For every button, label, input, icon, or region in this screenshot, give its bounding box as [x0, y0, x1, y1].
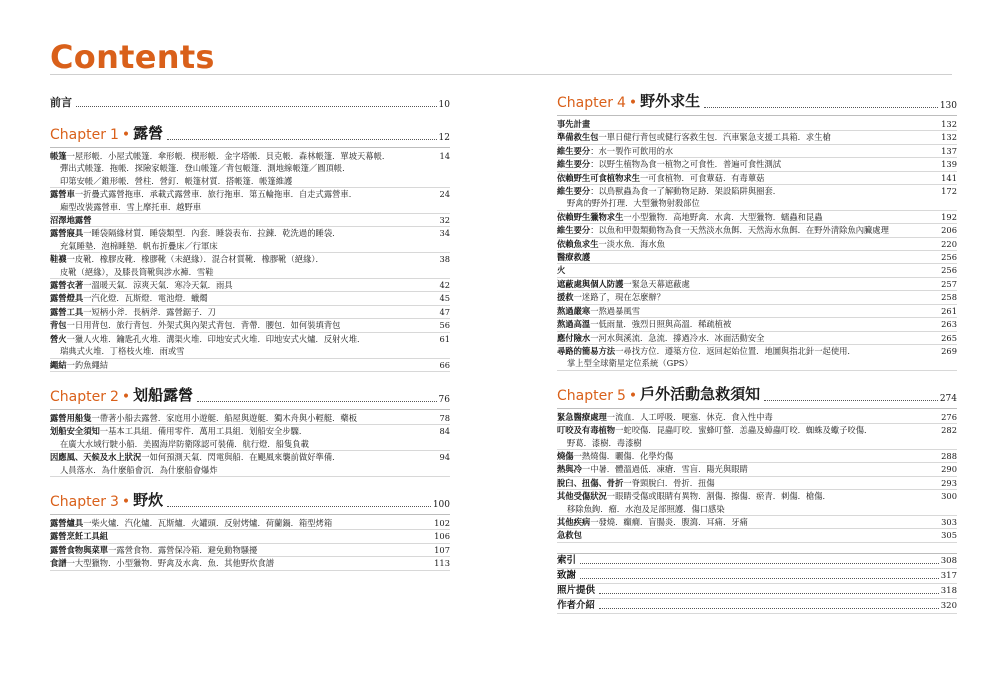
page-title: Contents	[50, 38, 215, 76]
toc-entry-continuation: 野禽的野外打理．大型獵物射殺部位	[567, 198, 700, 209]
chapter-page-number: 12	[438, 133, 450, 143]
toc-entry-text	[557, 278, 927, 290]
toc-entry[interactable]	[50, 279, 450, 292]
toc-entry-topics: 一熬過暴風雪	[590, 305, 640, 316]
toc-entry-text	[557, 291, 927, 303]
toc-entry-topics: 一發燒．癲癇．盲腸炎．腹瀉．耳痛．牙痛	[590, 516, 748, 527]
toc-entry-heading: 依賴魚求生	[557, 238, 599, 249]
toc-entry-text	[557, 185, 927, 210]
toc-entry-heading: 維生要分	[557, 225, 591, 236]
toc-entry-heading: 應付險水	[557, 332, 591, 343]
toc-entry-text	[50, 227, 420, 252]
toc-entry-text	[557, 238, 927, 250]
chapter-number: 4	[616, 95, 626, 111]
back-matter-label: 作者介紹	[557, 599, 596, 611]
toc-page-number: 290	[941, 464, 957, 475]
toc-entry-text	[557, 345, 927, 370]
toc-entry[interactable]	[557, 516, 957, 529]
toc-entry-continuation: 掌上型全球衛星定位系統（GPS）	[567, 358, 693, 369]
toc-entry-text	[557, 450, 927, 462]
toc-entry-heading: 維生要分	[557, 159, 591, 170]
chapter-heading-4[interactable]	[557, 90, 957, 111]
toc-entry[interactable]	[557, 305, 957, 318]
toc-entry-topics: 一獵人火堆．鑰匙孔火堆．溝渠火堆．印地安式火堆．印地安式火爐．反射火堆．	[66, 333, 366, 344]
chapter-heading-1[interactable]	[50, 122, 450, 143]
chapter-entries	[557, 408, 957, 543]
toc-entry[interactable]	[557, 278, 957, 291]
toc-entry[interactable]	[557, 251, 957, 264]
toc-page-number: 132	[941, 132, 957, 143]
toc-page-number: 137	[941, 145, 957, 156]
toc-page-number: 257	[941, 278, 957, 289]
toc-entry[interactable]	[50, 188, 450, 214]
toc-entry-text	[557, 118, 927, 130]
toc-page-number: 32	[439, 215, 450, 226]
toc-entry-text	[50, 292, 420, 304]
toc-entry[interactable]	[557, 264, 957, 277]
toc-entry-text	[557, 158, 927, 170]
chapter-title: 戶外活動急救須知	[640, 384, 761, 403]
toc-label: 前言	[50, 96, 72, 109]
back-matter-entry[interactable]	[557, 569, 957, 584]
toc-page-number: 10	[438, 100, 450, 110]
toc-entry-text	[557, 211, 927, 223]
toc-entry[interactable]	[557, 463, 957, 476]
toc-entry[interactable]	[557, 211, 957, 224]
toc-entry[interactable]	[557, 185, 957, 211]
chapter-heading-5[interactable]	[557, 383, 957, 404]
toc-page-number: 303	[941, 516, 957, 527]
toc-entry-text	[557, 516, 927, 528]
toc-entry-text	[557, 251, 927, 263]
toc-entry-heading: 露營食物與菜單	[50, 544, 109, 555]
toc-entry-heading: 露營用船隻	[50, 412, 92, 423]
toc-entry-topics: 一睡袋隔緣材質．睡袋類型．內套．睡袋表布．拉鍊．乾洗過的睡袋．	[83, 228, 341, 239]
toc-page-number: 263	[941, 319, 957, 330]
toc-entry[interactable]	[557, 131, 957, 144]
toc-entry-heading: 脫臼、扭傷、骨折	[557, 477, 624, 488]
toc-entry-text	[50, 425, 420, 450]
toc-entry[interactable]	[50, 451, 450, 477]
toc-entry[interactable]	[50, 412, 450, 425]
toc-entry-text	[50, 544, 420, 556]
toc-entry-topics: 一河水與溪流．急流．撐過冷水．冰面活動安全	[590, 332, 765, 343]
toc-page-number: 220	[941, 238, 957, 249]
toc-entry-topics: 一低雨量．強烈日照與高溫．稀疏植被	[590, 319, 732, 330]
toc-entry-topics: 一帶著小船去露營．家庭用小遊艇．船屋與遊艇．獨木舟與小輕艇．藥板	[91, 412, 358, 423]
toc-entry-heading: 其他疾病	[557, 516, 591, 527]
back-matter-label: 索引	[557, 554, 577, 566]
right-chapter-list	[557, 90, 957, 543]
chapter-separator-dot: •	[628, 387, 638, 404]
toc-entry-text	[50, 188, 420, 213]
chapter-page-number: 100	[432, 499, 450, 510]
left-column	[50, 90, 450, 571]
toc-entry-heading: 帳篷	[50, 151, 67, 161]
toc-page-number: 141	[941, 172, 957, 183]
toc-entry-heading: 露營工具	[50, 306, 84, 317]
toc-page-number: 305	[941, 530, 957, 541]
toc-entry-text	[557, 477, 927, 489]
toc-entry-continuation: 印第安帳／錐形帳．營柱．營釘．帳篷材質．搭帳篷．帳篷維護	[60, 175, 293, 186]
toc-page-number: 106	[434, 531, 450, 542]
toc-entry-topics: 一緊急天幕遮蔽處	[623, 278, 690, 289]
toc-entry[interactable]	[557, 490, 957, 516]
toc-entry[interactable]	[50, 333, 450, 359]
chapter-page-number: 76	[438, 394, 450, 405]
toc-page-number: 107	[434, 544, 450, 555]
toc-entry-heading: 食譜	[50, 558, 67, 569]
chapter-title: 野炊	[133, 490, 164, 509]
dot-leader	[580, 563, 939, 564]
toc-page-number: 282	[941, 425, 957, 436]
toc-page-number: 34	[439, 228, 450, 239]
back-matter-label: 致謝	[557, 569, 577, 581]
toc-page-number: 293	[941, 477, 957, 488]
toc-entry-topics: 一熱燒傷．曬傷．化學灼傷	[573, 450, 674, 461]
toc-entry[interactable]	[557, 345, 957, 371]
toc-page-number: 56	[439, 320, 450, 331]
toc-entry-heading: 露營烹飪工具組	[50, 531, 109, 542]
chapter-title: 露營	[133, 124, 164, 142]
toc-entry-topics: 一小型獵物．高地野禽．水禽．大型獵物．蠕蟲和昆蟲	[623, 211, 823, 222]
toc-entry-text	[557, 264, 927, 276]
toc-entry-continuation: 人員落水．為什麼船會沉．為什麼船會爆炸	[60, 464, 218, 475]
toc-entry-topics: 一如何預測天氣．閃電與船．在颶風來襲前做好準備．	[141, 452, 341, 463]
toc-entry-text	[50, 412, 420, 424]
toc-entry[interactable]	[557, 158, 957, 171]
toc-entry-text	[557, 424, 927, 449]
toc-entry-text	[557, 490, 927, 515]
toc-row-preface[interactable]	[50, 94, 450, 110]
toc-page-number: 206	[941, 225, 957, 236]
toc-entry-topics: 一露營食物．露營保冷箱．避免動物騷擾	[108, 544, 258, 555]
toc-entry-text	[50, 517, 420, 529]
toc-entry-topics: 一日用背包．旅行背包．外架式與內架式背包．背帶．腰包．如何裝填背包	[66, 320, 341, 331]
toc-entry[interactable]	[557, 291, 957, 304]
toc-entry-heading: 鞋襪	[50, 254, 67, 265]
toc-entry-heading: 露營寢具	[50, 228, 84, 239]
toc-entry-text	[50, 530, 420, 542]
toc-entry-topics: 一折疊式露營拖車．承載式露營車．旅行拖車．第五輪拖車．自走式露營車．	[74, 189, 358, 200]
chapter-separator-dot: •	[628, 95, 638, 111]
toc-entry-topics: 一中暑．體溫過低．凍瘡．雪盲．陽光與眼睛	[581, 464, 748, 475]
toc-entry-heading: 露營衣著	[50, 280, 84, 291]
toc-page-number: 78	[439, 412, 450, 423]
toc-entry-continuation: 彈出式帳篷．拖帳．探險家帳篷．登山帳篷／背包帳篷．測地線帳篷／圓頂帳．	[60, 163, 351, 174]
toc-entry-topics: 一屋形帳．小屋式帳篷．傘形帳．楔形帳．金字塔帳．貝克帳．森林帳篷．單坡天幕帳．	[66, 151, 391, 161]
toc-entry-heading: 急救包	[557, 530, 582, 541]
toc-entry-text	[50, 279, 420, 291]
chapter-title: 野外求生	[640, 92, 701, 110]
dot-leader	[704, 107, 938, 108]
toc-page-number: 45	[439, 293, 450, 304]
toc-entry-heading: 援救	[557, 292, 574, 303]
chapter-page-number: 274	[939, 393, 957, 404]
toc-entry[interactable]	[557, 318, 957, 331]
toc-entry-text	[50, 150, 420, 187]
toc-entry-heading: 露營爐具	[50, 517, 84, 528]
toc-entry-heading: 熱與冷	[557, 464, 582, 475]
toc-entry-text	[557, 305, 927, 317]
toc-entry-text	[557, 463, 927, 475]
toc-entry-heading: 準備救生包	[557, 132, 599, 143]
toc-entry-heading: 繩結	[50, 359, 67, 370]
dot-leader	[76, 106, 437, 107]
toc-entry-topics: 一蛇咬傷．昆蟲叮咬．蜜蜂叮螫．恙蟲及蟑蟲叮咬．蜘蛛及蠍子咬傷．	[615, 425, 873, 436]
toc-entry[interactable]	[557, 145, 957, 158]
chapter-title: 划船露營	[133, 385, 194, 404]
chapter-entries	[557, 115, 957, 371]
toc-entry-topics: 一流血．人工呼吸．哽塞．休克．食入性中毒	[606, 411, 773, 422]
toc-entry-topics: 一汽化燈．瓦斯燈．電池燈．蠟燭	[83, 293, 208, 304]
back-matter-label: 照片提供	[557, 584, 596, 596]
toc-entry-text	[557, 145, 927, 157]
toc-entry-text	[50, 451, 420, 476]
toc-page-number: 42	[439, 280, 450, 291]
dot-leader	[167, 139, 436, 140]
toc-page-number: 318	[940, 585, 957, 596]
dot-leader	[599, 593, 939, 594]
toc-entry[interactable]	[557, 332, 957, 345]
toc-page-number: 61	[439, 333, 450, 344]
toc-entry[interactable]	[50, 227, 450, 253]
toc-entry[interactable]	[557, 529, 957, 542]
toc-entry[interactable]	[50, 292, 450, 305]
toc-entry-topics: ：以鳥獸蟲為食一了解動物足跡．架設陷阱與圈套．	[590, 186, 782, 197]
dot-leader	[167, 506, 431, 507]
chapter-number: 1	[109, 127, 119, 143]
toc-entry[interactable]	[50, 425, 450, 451]
toc-page-number: 308	[940, 555, 957, 566]
toc-entry-heading: 燒傷	[557, 450, 574, 461]
toc-page-number: 317	[940, 570, 957, 581]
toc-page-number: 300	[941, 491, 957, 502]
toc-entry[interactable]	[557, 224, 957, 237]
toc-entry-heading: 背包	[50, 320, 67, 331]
chapter-entries	[50, 514, 450, 571]
toc-entry-heading: 緊急醫療處理	[557, 411, 607, 422]
toc-page-number: 24	[439, 189, 450, 200]
back-matter-list	[557, 554, 957, 614]
toc-entry[interactable]	[557, 118, 957, 131]
toc-page-number: 38	[439, 254, 450, 265]
chapter-label: Chapter	[50, 493, 106, 510]
toc-entry[interactable]	[50, 253, 450, 279]
toc-entry[interactable]	[50, 530, 450, 543]
left-chapter-list	[50, 122, 450, 571]
toc-entry-heading: 依賴野生獵物求生	[557, 211, 624, 222]
toc-entry-heading: 划船安全須知	[50, 426, 100, 437]
toc-entry-continuation: 移除魚鉤．瘤．水泡及足部照護．傷口感染	[567, 503, 725, 514]
toc-page-number: 102	[434, 517, 450, 528]
toc-entry-topics: 一釣魚繩結	[66, 359, 109, 370]
toc-page-number: 256	[941, 252, 957, 263]
toc-entry-text	[50, 319, 420, 331]
toc-entry-heading: 露營車	[50, 189, 75, 200]
toc-entry[interactable]	[557, 450, 957, 463]
toc-entry[interactable]	[50, 306, 450, 319]
toc-entry[interactable]	[50, 517, 450, 530]
chapter-number: 2	[109, 388, 119, 405]
chapter-label: Chapter	[50, 127, 106, 143]
toc-entry-continuation: 廂型改裝露營車．雪上摩托車．越野車	[60, 201, 202, 212]
toc-entry[interactable]	[557, 477, 957, 490]
toc-entry-topics: 一可食植物．可食蕈菇．有毒蕈菇	[639, 172, 765, 183]
dot-leader	[599, 608, 939, 609]
chapter-separator-dot: •	[121, 127, 131, 143]
toc-entry-heading: 營火	[50, 333, 67, 344]
toc-entry-text	[50, 306, 420, 318]
toc-entry-heading: 因應風、天候及水上狀況	[50, 452, 142, 463]
toc-entry[interactable]	[50, 544, 450, 557]
toc-entry-text	[50, 333, 420, 358]
toc-page-number: 94	[439, 452, 450, 463]
toc-entry-topics: 一溫暖天氣．涼爽天氣．寒冷天氣．雨具	[83, 280, 233, 291]
toc-entry-topics: 一大型獵物．小型獵物．野禽及水禽．魚．其他野炊食譜	[66, 558, 275, 569]
toc-entry[interactable]	[50, 557, 450, 570]
toc-entry-text	[557, 172, 927, 184]
toc-entry-continuation: 在廣大水域行駛小船．美國海岸防衛隊認可裝備．航行燈．船隻負載	[60, 438, 309, 449]
chapter-heading-3[interactable]	[50, 489, 450, 510]
chapter-separator-dot: •	[121, 388, 131, 405]
back-matter-entry[interactable]	[557, 584, 957, 599]
toc-entry-text	[557, 529, 927, 541]
toc-entry[interactable]	[50, 150, 450, 188]
toc-entry-heading: 熬過嚴寒	[557, 305, 591, 316]
toc-entry-text	[557, 224, 927, 236]
toc-page-number: 113	[434, 558, 450, 569]
toc-entry-topics: 一短柄小斧．長柄斧．露營鋸子．刀	[83, 306, 216, 317]
toc-page-number: 192	[941, 211, 957, 222]
toc-entry-topics: 一眼睛受傷或眼睛有異物．割傷．擦傷．瘀青．刺傷．槍傷．	[606, 491, 831, 502]
dot-leader	[197, 401, 436, 402]
chapter-separator-dot: •	[121, 493, 131, 510]
toc-page-number: 258	[941, 292, 957, 303]
toc-entry-text	[50, 214, 420, 226]
toc-entry-heading: 維生要分	[557, 145, 591, 156]
toc-entry-text	[557, 332, 927, 344]
toc-page-number: 172	[941, 186, 957, 197]
toc-entry-topics: 一淡水魚．海水魚	[598, 238, 665, 249]
chapter-entries	[50, 409, 450, 477]
toc-entry[interactable]	[50, 214, 450, 227]
toc-page-number: 320	[940, 600, 957, 611]
toc-entry-text	[50, 359, 420, 371]
toc-page-number: 14	[439, 151, 450, 161]
toc-page-number: 261	[941, 305, 957, 316]
toc-entry[interactable]	[557, 411, 957, 424]
toc-entry-topics: 一迷路了，現在怎麼辦？	[573, 292, 665, 303]
dot-leader	[580, 578, 939, 579]
toc-entry-topics: 一脊頸脫臼．骨折．扭傷	[623, 477, 715, 488]
toc-entry-topics: 一單日健行背包或健行客救生包．汽車緊急支援工具箱．求生槍	[598, 132, 831, 143]
toc-entry-text	[50, 253, 420, 278]
toc-entry-continuation: 野葛．漆樹．毒漆樹	[567, 437, 642, 448]
toc-entry-text	[557, 318, 927, 330]
toc-entry-topics: 一尋找方位．遵築方位．返回起始位置．地圖與指北針一起使用．	[615, 345, 856, 356]
chapter-heading-2[interactable]	[50, 384, 450, 405]
toc-entry-continuation: 充氣睡墊．泡棉睡墊．帆布折疊床／行軍床	[60, 240, 218, 251]
toc-entry-heading: 火	[557, 265, 566, 276]
toc-entry-heading: 其他受傷狀況	[557, 491, 607, 502]
toc-page-number: 139	[941, 159, 957, 170]
dot-leader	[764, 400, 938, 401]
toc-entry-text	[50, 557, 420, 569]
toc-entry-text	[557, 411, 927, 423]
chapter-label: Chapter	[557, 387, 613, 404]
toc-entry-heading: 依賴野生可食植物求生	[557, 172, 640, 183]
toc-entry-topics: ：以魚和甲殼類動物為食一天然淡水魚餌．天然海水魚餌．在野外清除魚內臟處理	[590, 225, 889, 236]
chapter-label: Chapter	[50, 388, 106, 405]
toc-entry[interactable]	[50, 319, 450, 332]
toc-entry-topics: 一基本工具組．備用零件．萬用工具組．划船安全步驟．	[99, 426, 308, 437]
toc-entry[interactable]	[50, 359, 450, 372]
title-divider	[50, 74, 952, 75]
toc-page-number: 265	[941, 332, 957, 343]
toc-entry-topics: ：水一製作可飲用的水	[590, 145, 674, 156]
back-matter-entry[interactable]	[557, 554, 957, 569]
chapter-number: 3	[109, 493, 119, 510]
toc-entry-heading: 沼澤地露營	[50, 215, 92, 226]
toc-entry-heading: 尋路的簡易方法	[557, 345, 616, 356]
chapter-entries	[50, 147, 450, 372]
toc-entry-continuation: 皮靴（絕緣），及膝長筒靴與涉水褲．雪鞋	[60, 266, 214, 277]
toc-entry-topics: 一皮靴．橡膠皮靴．橡膠靴（未絕緣）．混合材質靴．橡膠靴（絕緣）．	[66, 254, 324, 265]
toc-entry[interactable]	[557, 238, 957, 251]
toc-entry-topics: ：以野生植物為食一植物之可食性．普遍可食性測試	[590, 159, 782, 170]
toc-entry-heading: 遮蔽處與個人防護	[557, 278, 624, 289]
toc-entry-text	[557, 131, 927, 143]
toc-entry[interactable]	[557, 424, 957, 450]
toc-entry-heading: 露營燈具	[50, 293, 84, 304]
toc-page-number: 256	[941, 265, 957, 276]
toc-page-number: 276	[941, 411, 957, 422]
toc-page-number: 132	[941, 119, 957, 129]
toc-entry-heading: 事先計畫	[557, 119, 591, 129]
toc-entry-continuation: 瑞典式火堆．丁格枝火堆．雨或雪	[60, 346, 185, 357]
right-column	[557, 90, 957, 614]
toc-entry-heading: 叮咬及有毒植物	[557, 425, 616, 436]
toc-entry-heading: 熬過高溫	[557, 319, 591, 330]
toc-entry-heading: 醫療救護	[557, 252, 591, 263]
toc-entry-topics: 一柴火爐．汽化爐．瓦斯爐．火罐頭．反射烤爐．荷蘭鍋．箱型烤箱	[83, 517, 333, 528]
chapter-page-number: 130	[939, 101, 957, 111]
toc-entry[interactable]	[557, 172, 957, 185]
chapter-label: Chapter	[557, 95, 613, 111]
toc-page-number: 47	[439, 306, 450, 317]
toc-page-number: 66	[439, 359, 450, 370]
toc-page-number: 84	[439, 426, 450, 437]
chapter-number: 5	[616, 387, 626, 404]
toc-page-number: 269	[941, 345, 957, 356]
toc-entry-heading: 維生要分	[557, 186, 591, 197]
back-matter-entry[interactable]	[557, 599, 957, 614]
toc-page-number: 288	[941, 450, 957, 461]
